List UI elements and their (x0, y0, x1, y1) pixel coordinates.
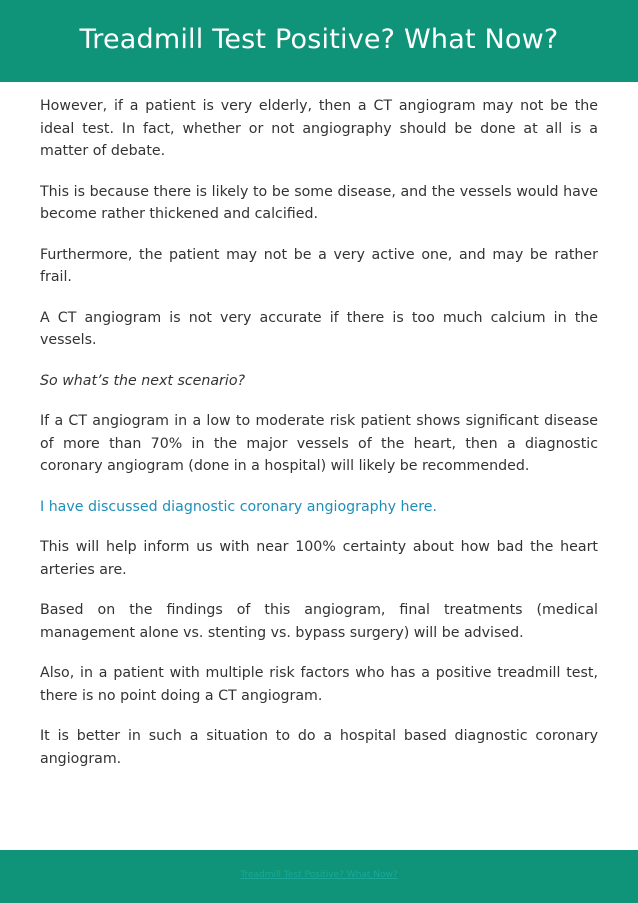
page-title: Treadmill Test Positive? What Now? (79, 24, 559, 55)
footer-link[interactable]: Treadmill Test Positive? What Now? (240, 870, 398, 880)
paragraph-certainty: This will help inform us with near 100% certainty about how bad the heart arteries are. (40, 539, 598, 578)
paragraph-multiple-risk-factors: Also, in a patient with multiple risk factors who has a positive treadmill test, there is no point doing a CT angiogram. (40, 665, 598, 704)
paragraph-final-treatments: Based on the findings of this angiogram, final treatments (medical management alone vs. stenting vs. bypass surgery) will be advised. (40, 602, 598, 641)
page-footer (0, 850, 638, 903)
paragraph-frail-patient: Furthermore, the patient may not be a very active one, and may be rather frail. (40, 246, 598, 285)
page-header (0, 0, 638, 82)
paragraph-hospital-angiogram: It is better in such a situation to do a hospital based diagnostic coronary angiogram. (40, 728, 598, 767)
paragraph-significant-disease: If a CT angiogram in a low to moderate risk patient shows significant disease of more than 70% in the major vessels of the heart, then a diagnostic coronary angiogram (done in a hospital) will likely be recommended. (40, 413, 598, 474)
angiography-link[interactable]: I have discussed diagnostic coronary angiography here. (40, 498, 438, 515)
paragraph-calcified-vessels: This is because there is likely to be some disease, and the vessels would have become rather thickened and calcified. (40, 183, 598, 222)
article-body (40, 95, 598, 788)
paragraph-next-scenario: So what’s the next scenario? (40, 372, 246, 389)
paragraph-elderly-patient: However, if a patient is very elderly, then a CT angiogram may not be the ideal test. In fact, whether or not angiography should be done at all is a matter of debate. (40, 98, 598, 159)
paragraph-calcium-accuracy: A CT angiogram is not very accurate if there is too much calcium in the vessels. (40, 309, 598, 348)
